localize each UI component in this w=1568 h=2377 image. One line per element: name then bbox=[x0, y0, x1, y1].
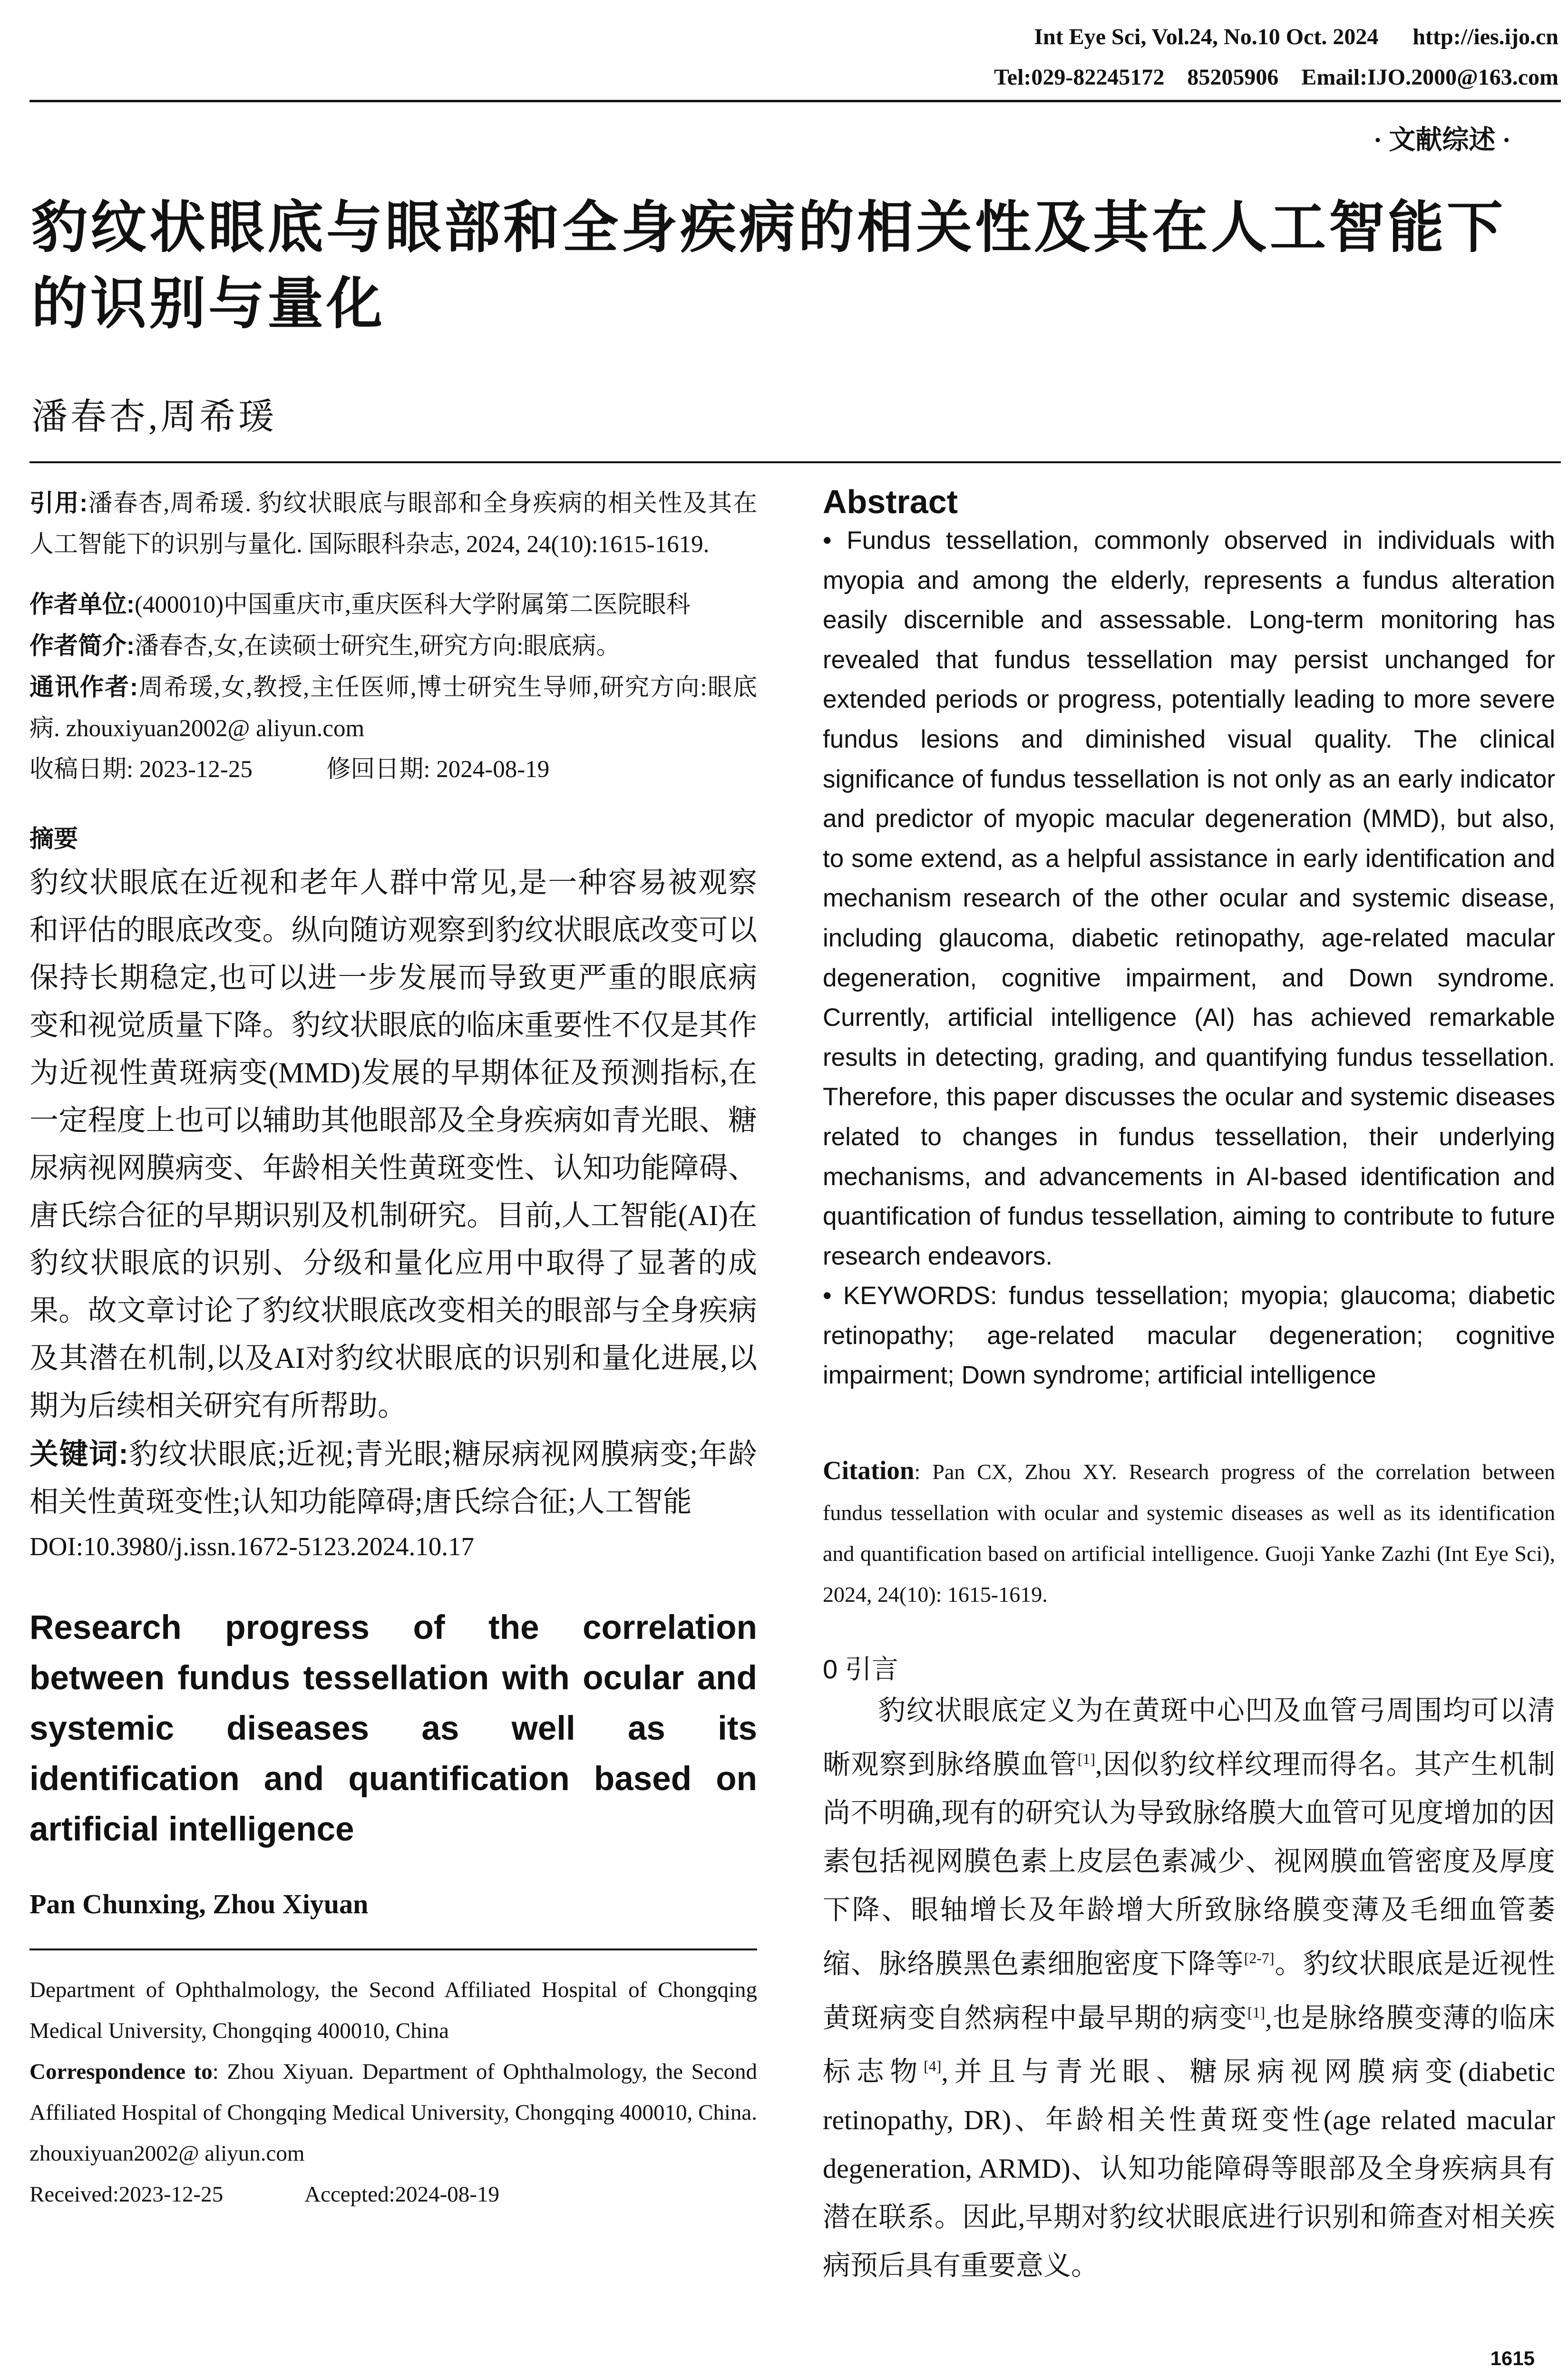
keywords-cn-label: 关键词: bbox=[29, 1438, 128, 1470]
ref-3: [1] bbox=[1247, 2004, 1266, 2021]
corresponding-author-label: 通讯作者: bbox=[29, 673, 138, 701]
journal-header-line1: Int Eye Sci, Vol.24, No.10 Oct. 2024 http://ies.ijo.cn bbox=[1034, 24, 1558, 49]
author-bio-label: 作者简介: bbox=[29, 632, 135, 659]
ref-2: [2-7] bbox=[1244, 1950, 1275, 1967]
keywords-cn-text: 豹纹状眼底;近视;青光眼;糖尿病视网膜病变;年龄相关性黄斑变性;认知功能障碍;唐氏综合征;人工智能 bbox=[29, 1439, 757, 1518]
ref-4: [4] bbox=[924, 2058, 942, 2075]
author-bio bbox=[29, 625, 757, 667]
corresponding-author-text: 周希瑗,女,教授,主任医师,博士研究生导师,研究方向:眼底病. zhouxiyuan2002@ aliyun.com bbox=[29, 674, 757, 742]
article-title-en: Research progress of the correlation between fundus tessellation with ocular and systemic diseases as well as its identification and quantification based on artificial intelligence bbox=[29, 1609, 757, 1848]
citation-cn-label: 引用: bbox=[29, 489, 88, 516]
section-tag: · 文献综述 · bbox=[1373, 126, 1511, 155]
intro-text-4: ,也是脉络膜变薄的临床标志物 bbox=[823, 2002, 1555, 2087]
keywords-cn bbox=[29, 1430, 757, 1526]
correspondence-en bbox=[29, 2051, 757, 2174]
citation-en-label: Citation bbox=[823, 1456, 915, 1485]
accepted-en: Accepted:2024-08-19 bbox=[304, 2182, 499, 2207]
received-cn: 收稿日期: 2023-12-25 bbox=[29, 756, 253, 783]
page-number: 1615 bbox=[1490, 2347, 1535, 2369]
authors-en: Pan Chunxing, Zhou Xiyuan bbox=[29, 1889, 369, 1919]
intro-text-3: 。豹纹状眼底是近视性黄斑病变自然病程中最早期的病变 bbox=[823, 1948, 1555, 2034]
doi: DOI:10.3980/j.issn.1672-5123.2024.10.17 bbox=[29, 1532, 474, 1561]
author-unit-label: 作者单位: bbox=[29, 591, 135, 618]
corresponding-author bbox=[29, 667, 757, 749]
ref-1: [1] bbox=[1077, 1751, 1095, 1768]
journal-header-line2: Tel:029-82245172 85205906 Email:IJO.2000@163.com bbox=[994, 65, 1558, 90]
intro-heading: 0 引言 bbox=[823, 1654, 898, 1685]
right-column bbox=[823, 483, 1555, 2290]
affiliation-en: Department of Ophthalmology, the Second Affiliated Hospital of Chongqing Medical University, Chongqing 400010, China bbox=[29, 1978, 757, 2043]
title-rule bbox=[29, 461, 1561, 463]
abstract-en-text: • Fundus tessellation, commonly observed in individuals with myopia and among the elderly, represents a fundus alteration easily discernible and assessable. Long-term monitoring has revealed that fundus tessellation may persist unchanged for extended periods or progress, potentially leading to more severe fundus lesions and diminished visual quality. The clinical significance of fundus tessellation is not only as an early indicator and predictor of myopic macular degeneration (MMD), but also, to some extend, as a helpful assistance in early identification and mechanism research of the other ocular and systemic disease, including glaucoma, diabetic retinopathy, age-related macular degeneration, cognitive impairment, and Down syndrome. Currently, artificial intelligence (AI) has achieved remarkable results in detecting, grading, and quantifying fundus tessellation. Therefore, this paper discusses the ocular and systemic diseases related to changes in fundus tessellation, their underlying mechanisms, and advancements in AI-based identification and quantification of fundus tessellation, aiming to contribute to future research endeavors. bbox=[823, 526, 1555, 1270]
left-column bbox=[29, 483, 757, 2215]
intro-paragraph bbox=[823, 1686, 1555, 2290]
keywords-en: • KEYWORDS: fundus tessellation; myopia; glaucoma; diabetic retinopathy; age-related macular degeneration; cognitive impairment; Down syndrome; artificial intelligence bbox=[823, 1282, 1555, 1390]
header-rule bbox=[29, 100, 1561, 102]
author-unit bbox=[29, 584, 757, 625]
author-unit-text: (400010)中国重庆市,重庆医科大学附属第二医院眼科 bbox=[134, 592, 691, 618]
abstract-cn-text: 豹纹状眼底在近视和老年人群中常见,是一种容易被观察和评估的眼底改变。纵向随访观察到豹纹状眼底改变可以保持长期稳定,也可以进一步发展而导致更严重的眼底病变和视觉质量下降。豹纹状眼底的临床重要性不仅是其作为近视性黄斑病变(MMD)发展的早期体征及预测指标,在一定程度上也可以辅助其他眼部及全身疾病如青光眼、糖尿病视网膜病变、年龄相关性黄斑变性、认知功能障碍、唐氏综合征的早期识别及机制研究。目前,人工智能(AI)在豹纹状眼底的识别、分级和量化应用中取得了显著的成果。故文章讨论了豹纹状眼底改变相关的眼部与全身疾病及其潜在机制,以及AI对豹纹状眼底的识别和量化进展,以期为后续相关研究有所帮助。 bbox=[29, 867, 757, 1422]
abstract-cn-heading: 摘要 bbox=[29, 825, 78, 852]
citation-en-text: : Pan CX, Zhou XY. Research progress of the correlation between fundus tessellation with ocular and systemic diseases as well as its identification and quantification based on artificial intelligence. Guoji Yanke Zazhi (Int Eye Sci), 2024, 24(10): 1615-1619. bbox=[823, 1460, 1555, 1607]
article-title-cn: 豹纹状眼底与眼部和全身疾病的相关性及其在人工智能下的识别与量化 bbox=[31, 197, 1506, 335]
correspondence-en-text: : Zhou Xiyuan. Department of Ophthalmology, the Second Affiliated Hospital of Chongqing Medical University, Chongqing 400010, China. zhouxiyuan2002@ aliyun.com bbox=[29, 2059, 757, 2166]
citation-cn-text: 潘春杏,周希瑗. 豹纹状眼底与眼部和全身疾病的相关性及其在人工智能下的识别与量化. 国际眼科杂志, 2024, 24(10):1615-1619. bbox=[29, 490, 757, 558]
dates-en bbox=[29, 2174, 757, 2215]
revised-cn: 修回日期: 2024-08-19 bbox=[326, 756, 550, 783]
authors-cn: 潘春杏,周希瑗 bbox=[31, 397, 277, 437]
received-en: Received:2023-12-25 bbox=[29, 2182, 224, 2207]
dates-cn bbox=[29, 749, 757, 790]
correspondence-en-label: Correspondence to bbox=[29, 2059, 213, 2084]
intro-text-2: ,因似豹纹样纹理而得名。其产生机制尚不明确,现有的研究认为导致脉络膜大血管可见度增加的因素包括视网膜色素上皮层色素减少、视网膜血管密度及厚度下降、眼轴增长及年龄增大所致脉络膜变薄及毛细血管萎缩、脉络膜黑色素细胞密度下降等 bbox=[823, 1749, 1555, 1979]
citation-en bbox=[823, 1450, 1555, 1615]
intro-text-5: ,并且与青光眼、糖尿病视网膜病变(diabetic retinopathy, DR)、年龄相关性黄斑变性(age related macular degeneration, ARMD)、认知功能障碍等眼部及全身疾病具有潜在联系。因此,早期对豹纹状眼底进行识别和筛查对相关疾病预后具有重要意义。 bbox=[823, 2056, 1555, 2281]
citation-cn bbox=[29, 483, 757, 565]
intro-text-1: 豹纹状眼底定义为在黄斑中心凹及血管弓周围均可以清晰观察到脉络膜血管 bbox=[823, 1695, 1555, 1780]
abstract-en-heading: Abstract bbox=[823, 483, 958, 520]
author-bio-text: 潘春杏,女,在读硕士研究生,研究方向:眼底病。 bbox=[134, 633, 621, 660]
